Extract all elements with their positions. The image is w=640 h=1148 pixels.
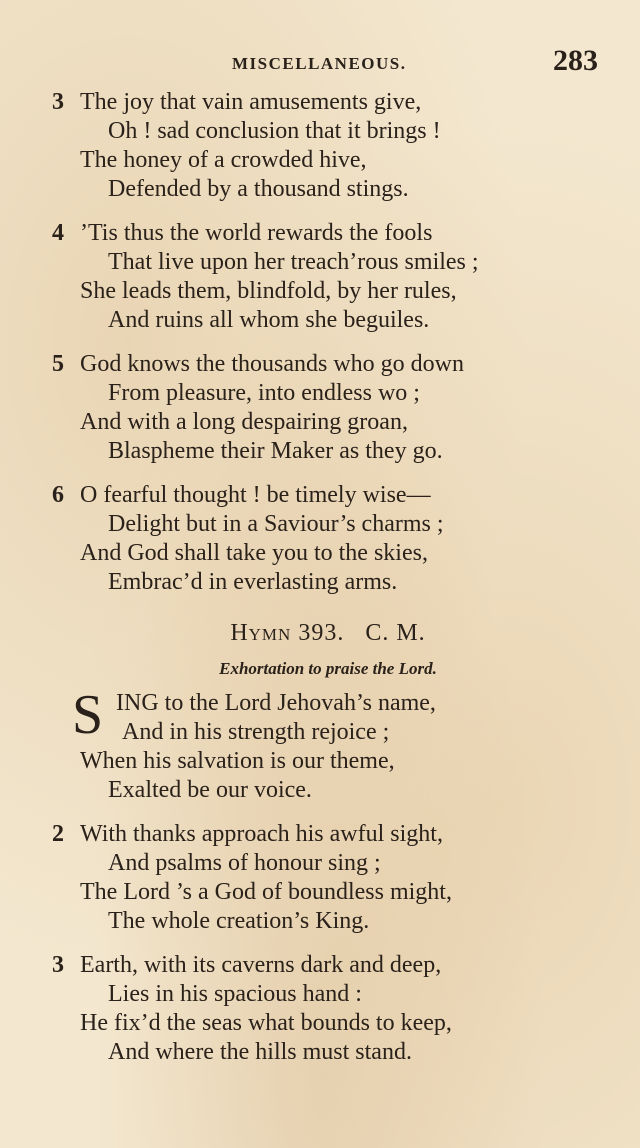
verse-line: She leads them, blindfold, by her rules, <box>80 278 457 304</box>
hymn-text <box>48 88 618 1082</box>
verse-line: With thanks approach his awful sight, <box>80 821 443 847</box>
verse-line: Delight but in a Saviour’s charms ; <box>108 511 444 537</box>
verse-line: And psalms of honour sing ; <box>108 850 381 876</box>
hymn-heading <box>48 619 608 648</box>
verse-line: He fix’d the seas what bounds to keep, <box>80 1010 452 1036</box>
verse-line: The honey of a crowded hive, <box>80 147 367 173</box>
hymn-subtitle: Exhortation to praise the Lord. <box>219 659 437 678</box>
running-head: MISCELLANEOUS. <box>232 54 407 73</box>
verse-line: And God shall take you to the skies, <box>80 540 428 566</box>
stanza-3b <box>48 951 618 1067</box>
verse-line: ’Tis thus the world rewards the fools <box>80 220 433 246</box>
verse-line: And in his strength rejoice ; <box>122 719 390 745</box>
verse-line: When his salvation is our theme, <box>80 748 395 774</box>
verse-line: ING to the Lord Jehovah’s name, <box>116 690 436 716</box>
stanza-1 <box>48 684 618 805</box>
stanza-number: 6 <box>52 482 64 508</box>
hymn-number: 393. <box>298 620 345 646</box>
verse-line: O fearful thought ! be timely wise— <box>80 482 431 508</box>
verse-line: Blaspheme their Maker as they go. <box>108 438 443 464</box>
verse-line: The joy that vain amusements give, <box>80 89 422 115</box>
stanza-number: 5 <box>52 351 64 377</box>
verse-line: And ruins all whom she beguiles. <box>108 307 430 333</box>
drop-cap: S <box>72 684 104 746</box>
stanza-number: 4 <box>52 220 64 246</box>
stanza-number: 3 <box>52 89 64 115</box>
verse-line: The Lord ’s a God of boundless might, <box>80 879 452 905</box>
verse-line: God knows the thousands who go down <box>80 351 464 377</box>
stanza-6 <box>48 481 618 597</box>
verse-line: Oh ! sad conclusion that it brings ! <box>108 118 441 144</box>
hymn-label: Hymn <box>230 620 292 646</box>
page-number: 283 <box>553 44 598 77</box>
stanza-4 <box>48 219 618 335</box>
verse-line: From pleasure, into endless wo ; <box>108 380 420 406</box>
stanza-3 <box>48 88 618 204</box>
verse-line: That live upon her treach’rous smiles ; <box>108 249 479 275</box>
page-header <box>0 44 640 84</box>
verse-line: Embrac’d in everlasting arms. <box>108 569 398 595</box>
verse-line: And where the hills must stand. <box>108 1039 412 1065</box>
verse-line: Lies in his spacious hand : <box>108 981 362 1007</box>
stanza-number: 3 <box>52 952 64 978</box>
stanza-2 <box>48 820 618 936</box>
verse-line: Exalted be our voice. <box>108 777 312 803</box>
verse-line: And with a long despairing groan, <box>80 409 408 435</box>
verse-line: The whole creation’s King. <box>108 908 370 934</box>
hymn-meter: C. M. <box>365 620 426 646</box>
stanza-number: 2 <box>52 821 64 847</box>
stanza-5 <box>48 350 618 466</box>
verse-line: Earth, with its caverns dark and deep, <box>80 952 442 978</box>
verse-line: Defended by a thousand stings. <box>108 176 409 202</box>
